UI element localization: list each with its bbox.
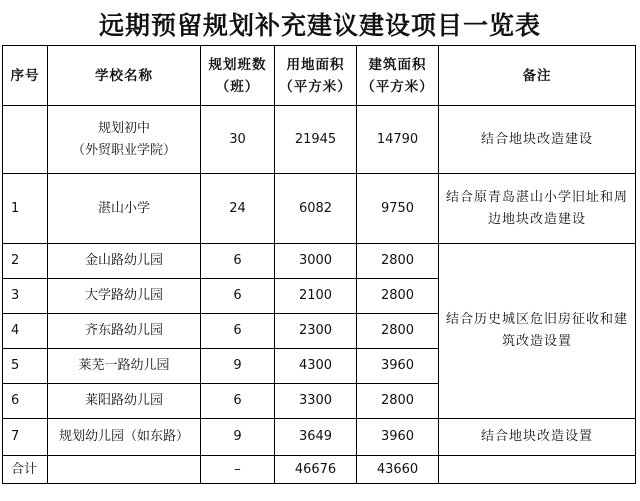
- row-school: 大学路幼儿园: [48, 279, 201, 314]
- total-land-area: 46676: [275, 456, 357, 484]
- row-building-area: 2800: [357, 279, 439, 314]
- project-table: [2, 45, 636, 484]
- merged-note: 结合历史城区危旧房征收和建 筑改造设置: [439, 244, 636, 419]
- row-building-area: 3960: [357, 349, 439, 384]
- row-land-area: 2300: [275, 314, 357, 349]
- row-school: 金山路幼儿园: [48, 244, 201, 279]
- row-index: [3, 106, 48, 174]
- row-land-area: 6082: [275, 174, 357, 244]
- row-building-area: 9750: [357, 174, 439, 244]
- row-index: 4: [3, 314, 48, 349]
- header-building-area: 建筑面积 （平方米）: [357, 46, 439, 106]
- row-index: 7: [3, 419, 48, 456]
- row-index: 3: [3, 279, 48, 314]
- row-land-area: 3649: [275, 419, 357, 456]
- row-school: 规划幼儿园（如东路）: [48, 419, 201, 456]
- row-index: 5: [3, 349, 48, 384]
- row-land-area: 4300: [275, 349, 357, 384]
- total-label: 合计: [3, 456, 48, 484]
- row-school: 规划初中 （外贸职业学院）: [48, 106, 201, 174]
- total-school: [48, 456, 201, 484]
- table-row: [3, 174, 636, 244]
- table-row: [3, 244, 636, 279]
- row-index: 2: [3, 244, 48, 279]
- header-school: 学校名称: [48, 46, 201, 106]
- row-school: 莱阳路幼儿园: [48, 384, 201, 419]
- row-index: 6: [3, 384, 48, 419]
- row-school: 莱芜一路幼儿园: [48, 349, 201, 384]
- row-classes: 6: [201, 384, 275, 419]
- row-note: 结合地块改造设置: [439, 419, 636, 456]
- header-row: [3, 46, 636, 106]
- total-row: [3, 456, 636, 484]
- row-school: 齐东路幼儿园: [48, 314, 201, 349]
- row-classes: 24: [201, 174, 275, 244]
- row-note: 结合地块改造建设: [439, 106, 636, 174]
- header-land-area: 用地面积 （平方米）: [275, 46, 357, 106]
- table-row: [3, 419, 636, 456]
- row-building-area: 2800: [357, 244, 439, 279]
- row-land-area: 3000: [275, 244, 357, 279]
- row-classes: 9: [201, 419, 275, 456]
- row-school: 湛山小学: [48, 174, 201, 244]
- row-note: 结合原青岛湛山小学旧址和周 边地块改造建设: [439, 174, 636, 244]
- header-index: 序号: [3, 46, 48, 106]
- total-note: [439, 456, 636, 484]
- row-building-area: 3960: [357, 419, 439, 456]
- row-land-area: 3300: [275, 384, 357, 419]
- header-classes: 规划班数 （班）: [201, 46, 275, 106]
- row-index: 1: [3, 174, 48, 244]
- row-building-area: 2800: [357, 384, 439, 419]
- row-classes: 6: [201, 314, 275, 349]
- table-row: [3, 106, 636, 174]
- row-classes: 6: [201, 244, 275, 279]
- row-land-area: 21945: [275, 106, 357, 174]
- row-building-area: 14790: [357, 106, 439, 174]
- row-classes: 9: [201, 349, 275, 384]
- document-title: 远期预留规划补充建议建设项目一览表: [98, 11, 541, 40]
- row-building-area: 2800: [357, 314, 439, 349]
- row-classes: 6: [201, 279, 275, 314]
- row-land-area: 2100: [275, 279, 357, 314]
- total-building-area: 43660: [357, 456, 439, 484]
- total-classes: –: [201, 456, 275, 484]
- header-note: 备注: [439, 46, 636, 106]
- row-classes: 30: [201, 106, 275, 174]
